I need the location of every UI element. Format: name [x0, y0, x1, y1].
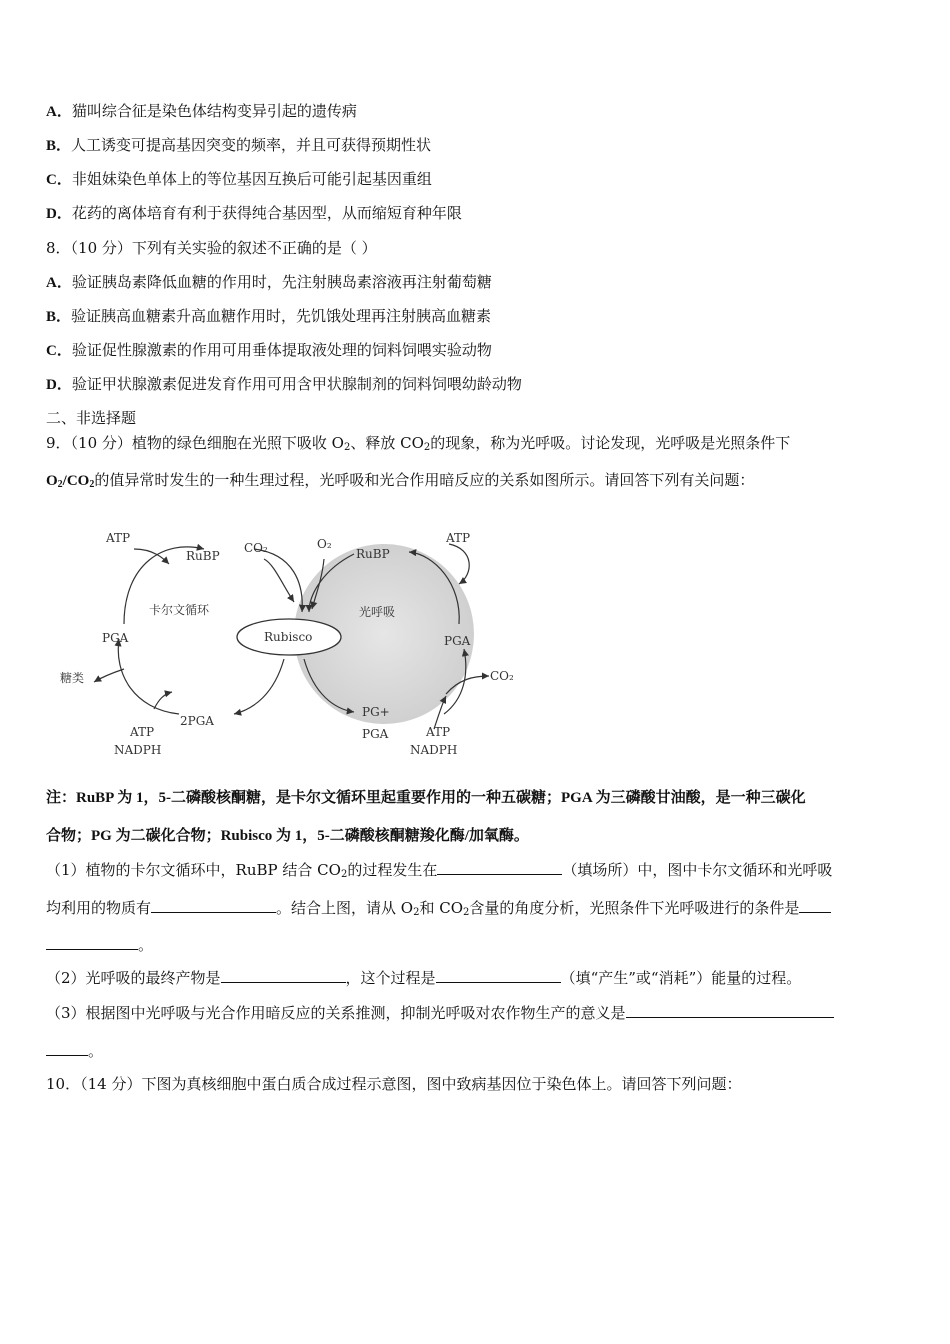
q8-option-a: A．验证胰岛素降低血糖的作用时，先注射胰岛素溶液再注射葡萄糖 — [46, 273, 492, 291]
answer-blank[interactable] — [46, 935, 138, 950]
q9-stem-line1: 9．（10 分）植物的绿色细胞在光照下吸收 $O_2$、释放 $CO_2$的现象，称为光呼吸。讨论发现，光呼吸是光照条件下 — [46, 434, 791, 453]
q7-option-c: C．非姐妹染色单体上的等位基因互换后可能引起基因重组 — [46, 170, 432, 188]
photorespiration-diagram — [54, 524, 554, 764]
answer-blank[interactable] — [436, 968, 561, 983]
q8-option-d: D．验证甲状腺激素促进发育作用可用含甲状腺制剂的饲料饲喂幼龄动物 — [46, 375, 522, 393]
atp-bottom-right-label: ATP — [426, 725, 451, 739]
q8-stem: 8．（10 分）下列有关实验的叙述不正确的是（ ） — [46, 239, 377, 257]
o2-top-label: O₂ — [317, 537, 332, 551]
nadph-bottom-right-label: NADPH — [410, 743, 458, 757]
answer-blank[interactable] — [151, 898, 276, 913]
rubp-right-label: RuBP — [356, 547, 390, 561]
co2-right-label: CO₂ — [490, 669, 514, 683]
photorespiration-label: 光呼吸 — [359, 605, 396, 619]
sugar-arrow — [94, 669, 124, 682]
answer-blank[interactable] — [46, 1041, 88, 1056]
pga-right-label: PGA — [444, 634, 471, 648]
q9-part3-line2: 。 — [46, 1041, 103, 1061]
answer-blank[interactable] — [626, 1003, 834, 1018]
pga-left-label: PGA — [102, 631, 129, 645]
q9-note-line1: 注：RuBP 为 1，5-二磷酸核酮糖，是卡尔文循环里起重要作用的一种五碳糖；PGA 为三磷酸甘油酸，是一种三碳化 — [46, 790, 806, 806]
q9-part2: （2）光呼吸的最终产物是 ，这个过程是 （填“产生”或“消耗”）能量的过程。 — [46, 969, 802, 987]
nadph-bottom-left-label: NADPH — [114, 743, 162, 757]
atp-bottom-left-arrow — [154, 692, 172, 709]
q9-part1-line3: 。 — [46, 935, 153, 955]
q8-option-b: B．验证胰高血糖素升高血糖作用时，先饥饿处理再注射胰高血糖素 — [46, 307, 492, 325]
atp-left-label: ATP — [106, 531, 131, 545]
sugar-label: 糖类 — [60, 671, 85, 685]
calvin-cycle-label: 卡尔文循环 — [149, 603, 210, 617]
answer-blank[interactable] — [799, 898, 831, 913]
q9-part3-line1: （3）根据图中光呼吸与光合作用暗反应的关系推测，抑制光呼吸对农作物生产的意义是 — [46, 1003, 834, 1023]
rubisco-label: Rubisco — [264, 630, 313, 644]
answer-blank[interactable] — [221, 968, 346, 983]
q10-stem: 10．（14 分）下图为真核细胞中蛋白质合成过程示意图，图中致病基因位于染色体上。请回答下列问题： — [46, 1075, 742, 1093]
pga-bottom-label: PGA — [362, 727, 389, 741]
q7-option-a: A．猫叫综合征是染色体结构变异引起的遗传病 — [46, 102, 357, 120]
answer-blank[interactable] — [437, 860, 562, 875]
atp-right-label: ATP — [446, 531, 471, 545]
calvin-arc-left — [118, 639, 179, 714]
rubp-to-rubisco-arrow — [254, 549, 302, 612]
q8-option-c: C．验证促性腺激素的作用可用垂体提取液处理的饲料饲喂实验动物 — [46, 341, 492, 359]
atp-bottom-left-label: ATP — [130, 725, 155, 739]
section-heading: 二、非选择题 — [46, 409, 137, 427]
two-pga-label: 2PGA — [180, 714, 214, 728]
q9-part1-line1: （1）植物的卡尔文循环中，RuBP 结合 $CO_2$的过程发生在 （填场所）中，图中卡尔文循环和光呼吸 — [46, 861, 833, 880]
q9-note-line2: 合物；PG 为二碳化合物；Rubisco 为 1，5-二磷酸核酮糖羧化酶/加氧酶。 — [46, 828, 529, 844]
q7-option-b: B．人工诱变可提高基因突变的频率，并且可获得预期性状 — [46, 136, 432, 154]
co2-top-label: CO₂ — [244, 541, 268, 555]
cycle-diagram-svg — [54, 524, 554, 764]
rubisco-to-2pga-arrow — [234, 659, 284, 714]
q9-part1-line2: 均利用的物质有 。结合上图，请从 $O_2$和 $CO_2$含量的角度分析，光照条件下光呼吸进行的条件是 — [46, 898, 831, 918]
q7-option-d: D．花药的离体培育有利于获得纯合基因型，从而缩短育种年限 — [46, 204, 462, 222]
rubp-left-label: RuBP — [186, 549, 220, 563]
pg-plus-label: PG+ — [362, 705, 390, 719]
q9-stem-line2: $O_2/CO_2$的值异常时发生的一种生理过程，光呼吸和光合作用暗反应的关系如图所示。请回答下列有关问题： — [46, 473, 755, 490]
